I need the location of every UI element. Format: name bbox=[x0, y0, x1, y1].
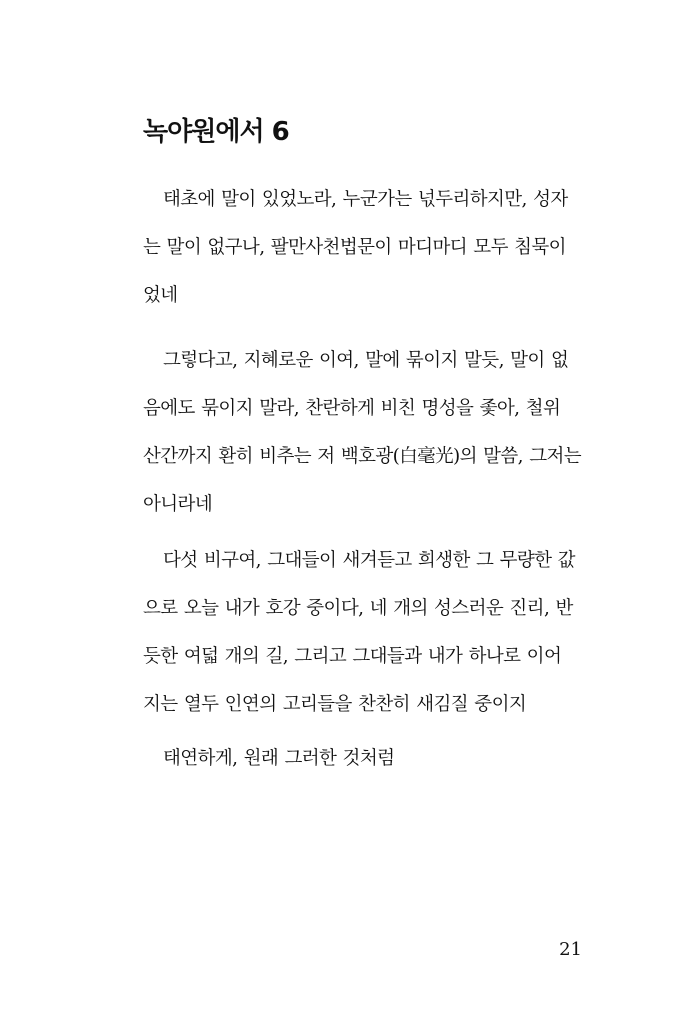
poem-line: 다섯 비구여, 그대들이 새겨듣고 희생한 그 무량한 값 bbox=[163, 550, 575, 571]
poem-line: 듯한 여덟 개의 길, 그리고 그대들과 내가 하나로 이어 bbox=[143, 646, 562, 667]
poem-line: 었네 bbox=[143, 285, 178, 306]
poem-line: 산간까지 환히 비추는 저 백호광(白毫光)의 말씀, 그저는 bbox=[143, 446, 582, 467]
poem-line: 태연하게, 원래 그러한 것처럼 bbox=[163, 748, 395, 769]
page-number: 21 bbox=[559, 939, 582, 960]
poem-line: 태초에 말이 있었노라, 누군가는 넋두리하지만, 성자 bbox=[163, 189, 568, 210]
stanza-4 bbox=[143, 735, 588, 783]
poem-line: 그렇다고, 지혜로운 이여, 말에 묶이지 말듯, 말이 없 bbox=[163, 350, 569, 371]
poem-line: 으로 오늘 내가 호강 중이다, 네 개의 성스러운 진리, 반 bbox=[143, 598, 573, 619]
poem-line: 지는 열두 인연의 고리들을 찬찬히 새김질 중이지 bbox=[143, 694, 527, 715]
stanza-1 bbox=[143, 176, 588, 320]
poem-title: 녹야원에서 6 bbox=[143, 117, 289, 147]
stanza-3 bbox=[143, 537, 588, 729]
stanza-2 bbox=[143, 337, 588, 529]
poem-line: 음에도 묶이지 말라, 찬란하게 비친 명성을 좇아, 철위 bbox=[143, 398, 561, 419]
poem-line: 는 말이 없구나, 팔만사천법문이 마디마디 모두 침묵이 bbox=[143, 237, 566, 258]
poem-line: 아니라네 bbox=[143, 494, 213, 515]
